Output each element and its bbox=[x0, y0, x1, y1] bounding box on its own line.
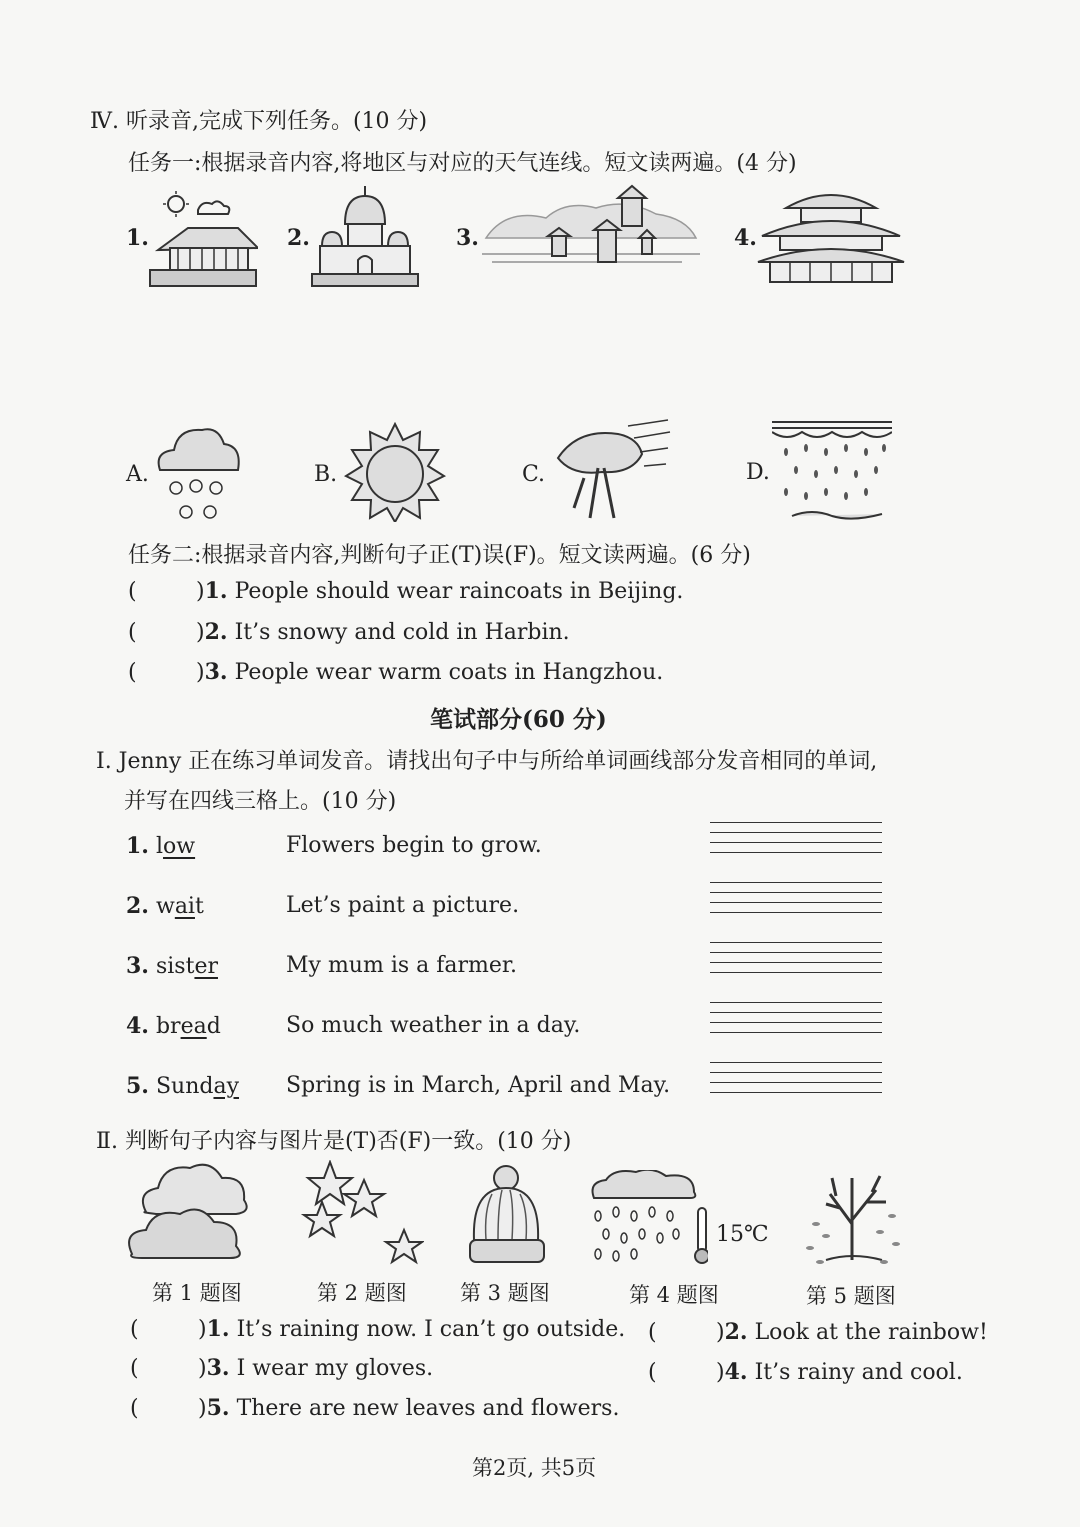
rain-icon bbox=[772, 418, 892, 524]
pic-caption-5: 第 5 题图 bbox=[806, 1284, 896, 1308]
autumn-tree-icon bbox=[796, 1164, 910, 1268]
answer-blank[interactable]: ( bbox=[648, 1360, 657, 1385]
sun-icon bbox=[340, 422, 450, 522]
phonics-sentence-5: Spring is in March, April and May. bbox=[286, 1073, 671, 1098]
pic-caption-4: 第 4 题图 bbox=[629, 1283, 719, 1307]
phonics-word-5: 5. Sunday bbox=[126, 1073, 240, 1099]
phonics-word-4: 4. bread bbox=[126, 1013, 221, 1039]
answer-blank[interactable]: ( bbox=[648, 1320, 657, 1345]
pic-judge-item-4: ( )4. It’s rainy and cool. bbox=[648, 1359, 963, 1385]
weather-label-c: C. bbox=[522, 462, 546, 487]
place-label-4: 4. bbox=[734, 225, 757, 251]
clouds-icon bbox=[126, 1162, 266, 1266]
tf-item-3: ( )3. People wear warm coats in Hangzhou. bbox=[128, 659, 664, 685]
pic-judge-item-3: ( )3. I wear my gloves. bbox=[130, 1355, 434, 1381]
answer-blank[interactable]: ( bbox=[130, 1356, 139, 1381]
phonics-sentence-3: My mum is a farmer. bbox=[286, 953, 518, 978]
stars-icon bbox=[300, 1160, 424, 1268]
snow-icon bbox=[154, 424, 244, 524]
pic-judge-item-5: ( )5. There are new leaves and flowers. bbox=[130, 1395, 620, 1421]
phonics-word-2: 2. wait bbox=[126, 893, 204, 919]
phonics-sentence-2: Let’s paint a picture. bbox=[286, 893, 520, 918]
writing-grid-1[interactable] bbox=[710, 822, 882, 862]
changsha-icon bbox=[756, 184, 906, 286]
section1-heading-line1: Ⅰ. Jenny 正在练习单词发音。请找出句子中与所给单词画线部分发音相同的单词, bbox=[96, 749, 878, 774]
wind-icon bbox=[548, 418, 672, 522]
place-label-1: 1. bbox=[126, 225, 149, 251]
phonics-sentence-4: So much weather in a day. bbox=[286, 1013, 581, 1038]
place-label-2: 2. bbox=[287, 225, 310, 251]
writing-grid-3[interactable] bbox=[710, 942, 882, 982]
place-label-3: 3. bbox=[456, 225, 479, 251]
section1-heading-line2: 并写在四线三格上。(10 分) bbox=[124, 789, 397, 814]
pic-judge-item-2: ( )2. Look at the rainbow! bbox=[648, 1319, 988, 1345]
harbin-icon bbox=[310, 184, 420, 288]
task2-instruction: 任务二:根据录音内容,判断句子正(T)误(F)。短文读两遍。(6 分) bbox=[128, 543, 751, 568]
hangzhou-icon bbox=[482, 184, 700, 274]
task1-instruction: 任务一:根据录音内容,将地区与对应的天气连线。短文读两遍。(4 分) bbox=[128, 151, 797, 176]
written-part-title: 笔试部分(60 分) bbox=[430, 706, 607, 733]
weather-label-d: D. bbox=[746, 460, 770, 485]
tf-item-1: ( )1. People should wear raincoats in Beijing. bbox=[128, 578, 684, 604]
answer-blank[interactable]: ( bbox=[128, 660, 137, 685]
writing-grid-4[interactable] bbox=[710, 1002, 882, 1042]
knit-hat-icon bbox=[466, 1164, 548, 1266]
phonics-word-1: 1. low bbox=[126, 833, 196, 859]
phonics-word-3: 3. sister bbox=[126, 953, 218, 979]
pic-caption-1: 第 1 题图 bbox=[152, 1281, 242, 1305]
section2-heading: Ⅱ. 判断句子内容与图片是(T)否(F)一致。(10 分) bbox=[96, 1129, 572, 1154]
page-footer: 第2页, 共5页 bbox=[472, 1456, 597, 1480]
rain-cloud-thermometer-icon bbox=[588, 1170, 708, 1266]
pic-caption-2: 第 2 题图 bbox=[317, 1281, 407, 1305]
pic-judge-item-1: ( )1. It’s raining now. I can’t go outside. bbox=[130, 1316, 626, 1342]
phonics-sentence-1: Flowers begin to grow. bbox=[286, 833, 542, 858]
weather-label-a: A. bbox=[126, 462, 149, 487]
tf-item-2: ( )2. It’s snowy and cold in Harbin. bbox=[128, 619, 570, 645]
beijing-icon bbox=[148, 190, 258, 288]
temperature-label: 15℃ bbox=[716, 1222, 769, 1247]
section4-heading: Ⅳ. 听录音,完成下列任务。(10 分) bbox=[90, 109, 428, 134]
weather-label-b: B. bbox=[314, 462, 338, 487]
writing-grid-2[interactable] bbox=[710, 882, 882, 922]
answer-blank[interactable]: ( bbox=[128, 620, 137, 645]
answer-blank[interactable]: ( bbox=[130, 1317, 139, 1342]
writing-grid-5[interactable] bbox=[710, 1062, 882, 1102]
pic-caption-3: 第 3 题图 bbox=[460, 1281, 550, 1305]
answer-blank[interactable]: ( bbox=[128, 579, 137, 604]
answer-blank[interactable]: ( bbox=[130, 1396, 139, 1421]
